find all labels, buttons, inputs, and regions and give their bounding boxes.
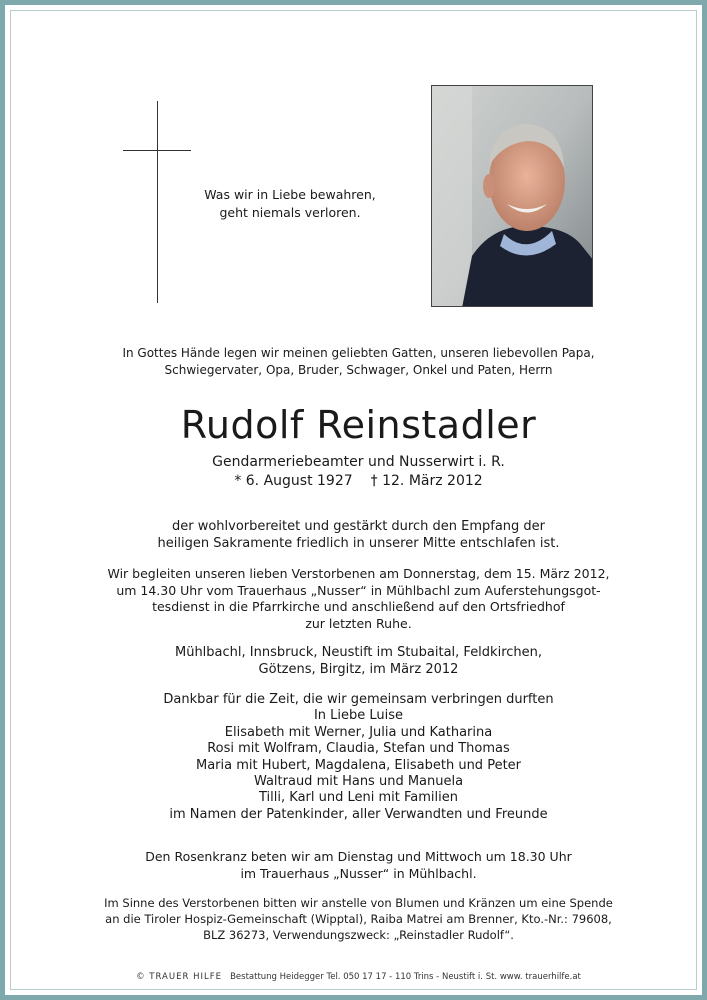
cross-icon-horizontal	[123, 150, 191, 151]
paragraph-line: zur letzten Ruhe.	[305, 615, 412, 631]
mourner-line: Waltraud mit Hans und Manuela	[253, 774, 464, 790]
footer-brand: © TRAUER HILFE	[136, 972, 222, 982]
mourners-list	[65, 692, 652, 823]
paragraph-line: im Trauerhaus „Nusser“ in Mühlbachl.	[240, 865, 477, 881]
paragraph-line: um 14.30 Uhr vom Trauerhaus „Nusser“ in Mühlbachl zum Auferstehungsgot-	[116, 582, 601, 598]
motto-line: Was wir in Liebe bewahren,	[204, 187, 376, 202]
paragraph-line: BLZ 36273, Verwendungszweck: „Reinstadler Rudolf“.	[203, 928, 514, 942]
mourner-line: Rosi mit Wolfram, Claudia, Stefan und Thomas	[207, 741, 510, 757]
mourner-line: Dankbar für die Zeit, die wir gemeinsam verbringen durften	[163, 692, 554, 707]
footer	[65, 971, 652, 983]
deceased-name: Rudolf Reinstadler	[180, 403, 537, 447]
paragraph-line: Mühlbachl, Innsbruck, Neustift im Stubaital, Feldkirchen,	[174, 645, 543, 660]
birth-date: * 6. August 1927	[234, 473, 353, 489]
paragraph-line: Im Sinne des Verstorbenen bitten wir anstelle von Blumen und Kränzen um eine Spende	[104, 896, 613, 910]
death-date: † 12. März 2012	[370, 473, 483, 489]
life-dates	[65, 472, 652, 491]
deceased-title: Gendarmeriebeamter und Nusserwirt i. R.	[212, 454, 505, 470]
donation-paragraph	[65, 895, 652, 943]
footer-contact: Bestattung Heidegger Tel. 050 17 17 - 110 Trins - Neustift i. St. www. trauerhilfe.at	[230, 972, 581, 982]
paragraph-line: heiligen Sakramente friedlich in unserer Mitte entschlafen ist.	[157, 535, 560, 551]
paragraph-line: Wir begleiten unseren lieben Verstorbenen am Donnerstag, dem 15. März 2012,	[107, 566, 610, 581]
paragraph-line: Götzens, Birgitz, im März 2012	[258, 661, 459, 677]
mourner-line: im Namen der Patenkinder, aller Verwandten und Freunde	[169, 806, 548, 822]
portrait-image	[432, 86, 593, 307]
portrait-photo	[431, 85, 593, 307]
funeral-paragraph	[65, 566, 652, 632]
paragraph-line: tesdienst in die Pfarrkirche und anschließend auf den Ortsfriedhof	[152, 599, 565, 614]
inner-border	[10, 10, 697, 990]
motto-line: geht niemals verloren.	[219, 205, 361, 220]
mourner-line: Maria mit Hubert, Magdalena, Elisabeth und Peter	[195, 757, 522, 773]
paragraph-line: an die Tiroler Hospiz-Gemeinschaft (Wipptal), Raiba Matrei am Brenner, Kto.-Nr.: 79608,	[105, 912, 612, 926]
mourner-line: In Liebe Luise	[313, 708, 404, 724]
paragraph-line: Den Rosenkranz beten wir am Dienstag und Mittwoch um 18.30 Uhr	[145, 849, 572, 864]
mourner-line: Elisabeth mit Werner, Julia und Katharina	[224, 724, 493, 740]
motto	[185, 186, 395, 222]
sacrament-paragraph	[65, 519, 652, 552]
rosary-paragraph	[65, 849, 652, 882]
places-paragraph	[65, 645, 652, 678]
intro-text	[65, 345, 652, 379]
intro-line: Schwiegervater, Opa, Bruder, Schwager, Onkel und Paten, Herrn	[164, 363, 553, 377]
paragraph-line: der wohlvorbereitet und gestärkt durch den Empfang der	[171, 519, 546, 534]
cross-icon-vertical	[157, 101, 158, 303]
intro-line: In Gottes Hände legen wir meinen geliebten Gatten, unseren liebevollen Papa,	[122, 346, 595, 360]
mourner-line: Tilli, Karl und Leni mit Familien	[259, 790, 458, 806]
